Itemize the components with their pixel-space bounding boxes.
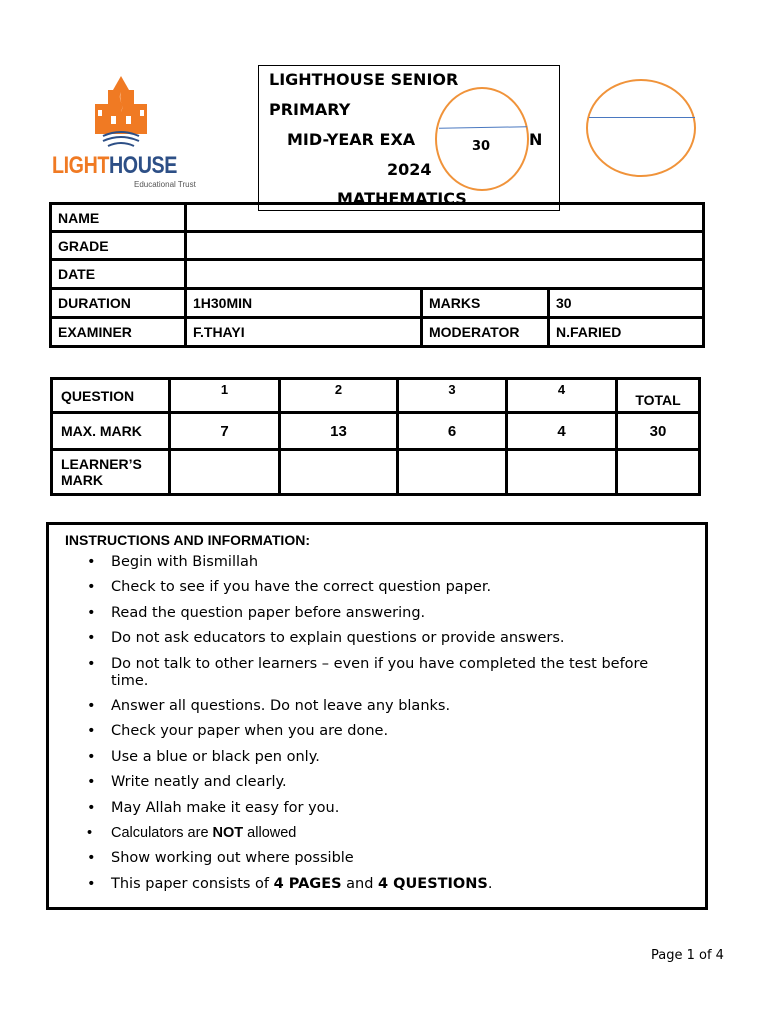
logo-wordmark: LIGHTHOUSE (52, 152, 177, 179)
learner-details-table (49, 202, 705, 348)
name-field[interactable] (186, 204, 704, 232)
school-name-line1: LIGHTHOUSE SENIOR (269, 70, 459, 89)
school-logo (50, 72, 200, 194)
date-field[interactable] (186, 260, 704, 289)
max-mark-label: MAX. MARK (52, 413, 170, 450)
learner-mark-label: LEARNER’S MARK (52, 450, 170, 495)
question-number: 4 (507, 379, 617, 413)
page-number: Page 1 of 4 (651, 948, 724, 963)
total-label: TOTAL (617, 379, 700, 413)
max-mark-value: 6 (398, 413, 507, 450)
mark-circle[interactable] (586, 79, 696, 177)
learner-mark-cell[interactable] (507, 450, 617, 495)
grade-field[interactable] (186, 232, 704, 260)
question-number: 2 (280, 379, 398, 413)
examiner-value: F.THAYI (186, 318, 422, 347)
marks-label: MARKS (422, 289, 549, 318)
learner-mark-cell[interactable] (398, 450, 507, 495)
question-number: 1 (170, 379, 280, 413)
instructions-box (46, 522, 708, 910)
instructions-title: INSTRUCTIONS AND INFORMATION: (65, 532, 310, 548)
date-label: DATE (51, 260, 186, 289)
list-item: • Do not ask educators to explain questions or provide answers. (49, 630, 689, 647)
duration-label: DURATION (51, 289, 186, 318)
learner-mark-total[interactable] (617, 450, 700, 495)
list-item: • Read the question paper before answering. (49, 605, 689, 622)
list-item: • May Allah make it easy for you. (49, 800, 689, 817)
list-item: • Begin with Bismillah (49, 554, 689, 571)
list-item: • Check to see if you have the correct question paper. (49, 579, 689, 596)
name-label: NAME (51, 204, 186, 232)
max-mark-value: 7 (170, 413, 280, 450)
max-mark-value: 4 (507, 413, 617, 450)
list-item: • Show working out where possible (49, 850, 689, 867)
examiner-label: EXAMINER (51, 318, 186, 347)
score-total: 30 (472, 139, 491, 154)
grade-label: GRADE (51, 232, 186, 260)
list-item: • Answer all questions. Do not leave any blanks. (49, 698, 689, 715)
list-item: • Check your paper when you are done. (49, 723, 689, 740)
moderator-value: N.FARIED (549, 318, 704, 347)
moderator-label: MODERATOR (422, 318, 549, 347)
learner-mark-cell[interactable] (280, 450, 398, 495)
school-name-line2: PRIMARY (269, 100, 351, 119)
max-mark-value: 13 (280, 413, 398, 450)
score-circle[interactable] (435, 87, 529, 191)
question-label: QUESTION (52, 379, 170, 413)
exam-subject: MATHEMATICS (337, 189, 467, 208)
list-item: • Use a blue or black pen only. (49, 749, 689, 766)
max-mark-total: 30 (617, 413, 700, 450)
list-item: • This paper consists of 4 PAGES and 4 QUESTIONS. (49, 876, 689, 893)
duration-value: 1H30MIN (186, 289, 422, 318)
exam-name-tail: N (529, 130, 543, 149)
lighthouse-building-icon (50, 72, 200, 152)
list-item: • Do not talk to other learners – even if you have completed the test before time. (49, 656, 689, 690)
list-item: • Write neatly and clearly. (49, 774, 689, 791)
learner-mark-cell[interactable] (170, 450, 280, 495)
marks-value: 30 (549, 289, 704, 318)
logo-tagline: Educational Trust (134, 180, 196, 189)
marks-table (50, 377, 701, 496)
instructions-list (49, 554, 689, 901)
list-item: • Calculators are NOT allowed (49, 825, 689, 842)
exam-year: 2024 (387, 160, 432, 179)
question-number: 3 (398, 379, 507, 413)
exam-name: MID-YEAR EXA (287, 130, 416, 149)
